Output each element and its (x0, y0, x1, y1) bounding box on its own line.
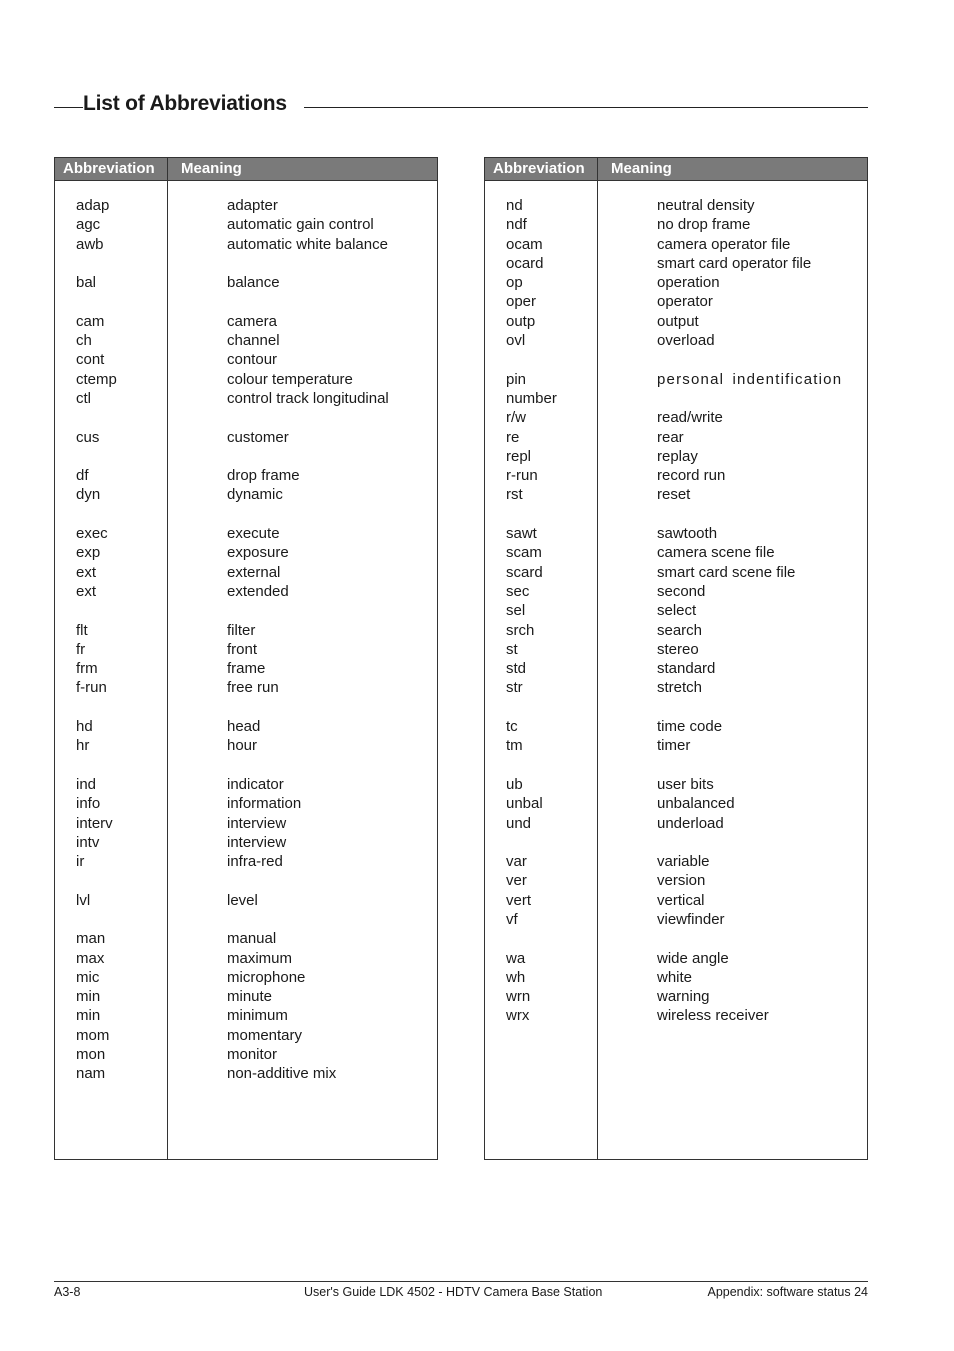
table-row (485, 350, 867, 369)
abbreviation-cell: repl (506, 447, 532, 465)
abbreviation-cell: ind (76, 775, 97, 793)
abbreviation-cell: und (506, 814, 532, 832)
table-row (55, 254, 437, 273)
abbreviation-cell: mic (76, 968, 100, 986)
abbreviation-cell: r-run (506, 467, 538, 485)
meaning-cell: read/write (657, 409, 723, 427)
meaning-cell: select (657, 602, 697, 620)
abbreviation-cell: bal (76, 274, 97, 292)
table-row (485, 408, 867, 427)
meaning-cell: monitor (227, 1046, 278, 1064)
meaning-cell: minute (227, 988, 273, 1006)
table-row (55, 447, 437, 466)
table-row (485, 1006, 867, 1025)
table-row (485, 524, 867, 543)
meaning-cell: indicator (227, 775, 284, 793)
table-row (55, 659, 437, 678)
table-row (485, 505, 867, 524)
meaning-cell: hour (227, 737, 258, 755)
meaning-cell: reset (657, 486, 691, 504)
abbreviation-cell: frm (76, 660, 98, 678)
title-rule (304, 107, 868, 108)
table-row (485, 235, 867, 254)
table-row (485, 833, 867, 852)
meaning-cell: operation (657, 274, 720, 292)
abbreviation-cell: cus (76, 428, 100, 446)
table-row (485, 756, 867, 775)
abbreviation-cell: ndf (506, 216, 527, 234)
meaning-cell: replay (657, 447, 698, 465)
abbreviation-cell: var (506, 853, 527, 871)
abbreviation-cell: f-run (76, 679, 107, 697)
table-row (55, 466, 437, 485)
table-row (55, 331, 437, 350)
table-row (55, 524, 437, 543)
abbreviation-cell: hr (76, 737, 90, 755)
meaning-cell: information (227, 795, 302, 813)
table-row (485, 582, 867, 601)
abbreviation-cell: agc (76, 216, 101, 234)
abbreviation-table-right (484, 157, 868, 1160)
abbreviation-cell: wrx (506, 1007, 530, 1025)
table-row (485, 621, 867, 640)
table-row (55, 833, 437, 852)
meaning-cell: stretch (657, 679, 703, 697)
footer-section: Appendix: software status 24 (707, 1285, 868, 1299)
table-row (55, 929, 437, 948)
table-row (485, 428, 867, 447)
meaning-cell: execute (227, 525, 280, 543)
table-row (55, 582, 437, 601)
table-row (485, 215, 867, 234)
meaning-cell: overload (657, 332, 715, 350)
meaning-cell: viewfinder (657, 910, 725, 928)
meaning-cell: search (657, 621, 703, 639)
header-abbreviation: Abbreviation (63, 160, 155, 177)
meaning-cell: free run (227, 679, 279, 697)
table-row (55, 698, 437, 717)
meaning-cell: output (657, 312, 699, 330)
meaning-cell: extended (227, 582, 289, 600)
abbreviation-cell: min (76, 988, 101, 1006)
meaning-cell: camera operator file (657, 235, 791, 253)
abbreviation-cell: ver (506, 872, 527, 890)
abbreviation-cell: ch (76, 332, 92, 350)
abbreviation-cell: interv (76, 814, 113, 832)
meaning-cell: camera scene file (657, 544, 775, 562)
table-header (55, 158, 437, 181)
abbreviation-cell: flt (76, 621, 88, 639)
footer-rule (54, 1281, 868, 1282)
table-row (485, 292, 867, 311)
meaning-cell: contour (227, 351, 278, 369)
meaning-cell: interview (227, 833, 287, 851)
abbreviation-table-left (54, 157, 438, 1160)
meaning-cell: sawtooth (657, 525, 718, 543)
table-row (485, 987, 867, 1006)
table-row (55, 273, 437, 292)
page-title: List of Abbreviations (83, 92, 287, 115)
abbreviation-cell: re (506, 428, 520, 446)
abbreviation-cell: max (76, 949, 105, 967)
table-row (485, 485, 867, 504)
abbreviation-cell: min (76, 1007, 101, 1025)
abbreviation-cell: str (506, 679, 523, 697)
table-row (485, 968, 867, 987)
table-row (485, 466, 867, 485)
table-row (485, 814, 867, 833)
meaning-cell: personal indentification (657, 370, 843, 388)
meaning-cell: control track longitudinal (227, 389, 389, 407)
table-body-left (55, 196, 437, 1084)
abbreviation-cell: dyn (76, 486, 101, 504)
table-row (485, 659, 867, 678)
table-row (485, 640, 867, 659)
abbreviation-cell: adap (76, 197, 110, 214)
meaning-cell: microphone (227, 968, 306, 986)
meaning-cell: external (227, 563, 281, 581)
meaning-cell: customer (227, 428, 289, 446)
meaning-cell: infra-red (227, 853, 283, 871)
abbreviation-cell: awb (76, 235, 104, 253)
abbreviation-cell: number (506, 389, 557, 407)
table-row (55, 968, 437, 987)
table-row (485, 312, 867, 331)
table-row (485, 736, 867, 755)
abbreviation-cell: tm (506, 737, 523, 755)
table-row (485, 389, 867, 408)
abbreviation-cell: ocam (506, 235, 543, 253)
abbreviation-cell: r/w (506, 409, 526, 427)
abbreviation-cell: sec (506, 582, 530, 600)
abbreviation-cell: ext (76, 582, 97, 600)
table-row (485, 273, 867, 292)
abbreviation-cell: lvl (76, 891, 91, 909)
abbreviation-cell: ovl (506, 332, 526, 350)
meaning-cell: level (227, 891, 258, 909)
abbreviation-cell: wh (506, 968, 526, 986)
meaning-cell: smart card operator file (657, 254, 812, 272)
abbreviation-cell: scard (506, 563, 543, 581)
table-row (55, 1006, 437, 1025)
table-row (485, 891, 867, 910)
meaning-cell: frame (227, 660, 266, 678)
table-row (55, 987, 437, 1006)
table-row (55, 370, 437, 389)
abbreviation-cell: nd (506, 197, 523, 214)
meaning-cell: unbalanced (657, 795, 735, 813)
abbreviation-cell: info (76, 795, 101, 813)
footer-guide-title: User's Guide LDK 4502 - HDTV Camera Base Station (304, 1285, 603, 1299)
table-row (55, 678, 437, 697)
table-row (55, 910, 437, 929)
abbreviation-cell: exec (76, 525, 108, 543)
table-row (485, 331, 867, 350)
table-row (485, 563, 867, 582)
page-title-row (54, 92, 868, 122)
table-row (55, 428, 437, 447)
meaning-cell: front (227, 640, 258, 658)
table-row (55, 215, 437, 234)
abbreviation-cell: outp (506, 312, 536, 330)
meaning-cell: no drop frame (657, 216, 751, 234)
table-row (55, 1026, 437, 1045)
abbreviation-cell: df (76, 467, 89, 485)
meaning-cell: interview (227, 814, 287, 832)
table-row (55, 891, 437, 910)
header-abbreviation: Abbreviation (493, 160, 585, 177)
abbreviation-cell: scam (506, 544, 542, 562)
table-row (55, 1064, 437, 1083)
table-row (485, 794, 867, 813)
meaning-cell: second (657, 582, 706, 600)
title-lead-rule (54, 107, 83, 108)
table-row (485, 543, 867, 562)
abbreviation-cell: nam (76, 1065, 106, 1083)
abbreviation-cell: vert (506, 891, 532, 909)
abbreviation-cell: rst (506, 486, 523, 504)
table-row (485, 370, 867, 389)
table-row (485, 254, 867, 273)
meaning-cell: white (657, 968, 693, 986)
abbreviation-cell: sawt (506, 525, 537, 543)
meaning-cell: neutral density (657, 197, 755, 214)
meaning-cell: operator (657, 293, 713, 311)
abbreviation-cell: mom (76, 1026, 110, 1044)
abbreviation-cell: std (506, 660, 527, 678)
meaning-cell: dynamic (227, 486, 283, 504)
table-row (55, 949, 437, 968)
table-row (55, 621, 437, 640)
abbreviation-cell: man (76, 930, 106, 948)
abbreviation-cell: ctemp (76, 370, 117, 388)
table-row (485, 678, 867, 697)
table-row (55, 717, 437, 736)
meaning-cell: wide angle (657, 949, 729, 967)
abbreviation-cell: st (506, 640, 518, 658)
meaning-cell: head (227, 718, 261, 736)
table-row (485, 775, 867, 794)
table-row (485, 447, 867, 466)
meaning-cell: warning (657, 988, 710, 1006)
table-row (55, 794, 437, 813)
abbreviation-cell: vf (506, 910, 518, 928)
meaning-cell: exposure (227, 544, 289, 562)
meaning-cell: balance (227, 274, 280, 292)
abbreviation-cell: hd (76, 718, 93, 736)
abbreviation-cell: wa (506, 949, 526, 967)
abbreviation-cell: mon (76, 1046, 106, 1064)
abbreviation-cell: pin (506, 370, 527, 388)
table-header (485, 158, 867, 181)
abbreviation-cell: exp (76, 544, 101, 562)
table-row (55, 1045, 437, 1064)
meaning-cell: manual (227, 930, 277, 948)
meaning-cell: colour temperature (227, 370, 353, 388)
meaning-cell: automatic gain control (227, 216, 374, 234)
table-body-right (485, 196, 867, 1026)
abbreviation-cell: srch (506, 621, 535, 639)
meaning-cell: user bits (657, 775, 714, 793)
meaning-cell: record run (657, 467, 726, 485)
abbreviation-cell: intv (76, 833, 100, 851)
abbreviation-cell: fr (76, 640, 86, 658)
table-row (55, 505, 437, 524)
table-row (485, 196, 867, 215)
table-row (55, 640, 437, 659)
abbreviation-cell: op (506, 274, 523, 292)
table-row (55, 775, 437, 794)
meaning-cell: maximum (227, 949, 293, 967)
table-row (55, 563, 437, 582)
abbreviation-cell: ir (76, 853, 85, 871)
table-row (55, 292, 437, 311)
table-row (55, 408, 437, 427)
abbreviation-cell: ub (506, 775, 523, 793)
footer-page-number: A3-8 (54, 1285, 81, 1299)
meaning-cell: wireless receiver (657, 1007, 769, 1025)
table-row (485, 698, 867, 717)
table-row (55, 543, 437, 562)
header-meaning: Meaning (181, 160, 242, 177)
table-row (55, 196, 437, 215)
table-row (485, 717, 867, 736)
meaning-cell: vertical (657, 891, 705, 909)
meaning-cell: automatic white balance (227, 235, 388, 253)
meaning-cell: filter (227, 621, 256, 639)
abbreviation-cell: ext (76, 563, 97, 581)
table-row (55, 312, 437, 331)
table-row (55, 389, 437, 408)
abbreviation-cell: wrn (506, 988, 531, 1006)
abbreviation-cell: sel (506, 602, 526, 620)
table-row (55, 871, 437, 890)
meaning-cell: momentary (227, 1026, 303, 1044)
table-row (485, 910, 867, 929)
meaning-cell: version (657, 872, 706, 890)
table-row (485, 929, 867, 948)
abbreviation-cell: ocard (506, 254, 544, 272)
meaning-cell: channel (227, 332, 280, 350)
meaning-cell: variable (657, 853, 710, 871)
meaning-cell: minimum (227, 1007, 288, 1025)
table-row (55, 852, 437, 871)
abbreviation-cell: cont (76, 351, 105, 369)
table-row (55, 601, 437, 620)
table-row (55, 485, 437, 504)
meaning-cell: underload (657, 814, 724, 832)
table-row (485, 949, 867, 968)
abbreviation-cell: tc (506, 718, 518, 736)
meaning-cell: time code (657, 718, 723, 736)
header-meaning: Meaning (611, 160, 672, 177)
table-row (55, 756, 437, 775)
meaning-cell: non-additive mix (227, 1065, 337, 1083)
abbreviation-cell: unbal (506, 795, 543, 813)
table-row (55, 736, 437, 755)
table-row (55, 235, 437, 254)
meaning-cell: rear (657, 428, 684, 446)
table-row (485, 852, 867, 871)
table-row (55, 814, 437, 833)
table-row (485, 601, 867, 620)
abbreviation-cell: cam (76, 312, 105, 330)
meaning-cell: adapter (227, 197, 278, 214)
meaning-cell: smart card scene file (657, 563, 796, 581)
meaning-cell: drop frame (227, 467, 300, 485)
table-row (485, 871, 867, 890)
meaning-cell: camera (227, 312, 278, 330)
meaning-cell: standard (657, 660, 716, 678)
meaning-cell: timer (657, 737, 691, 755)
meaning-cell: stereo (657, 640, 699, 658)
abbreviation-cell: oper (506, 293, 537, 311)
abbreviation-cell: ctl (76, 389, 91, 407)
table-row (55, 350, 437, 369)
